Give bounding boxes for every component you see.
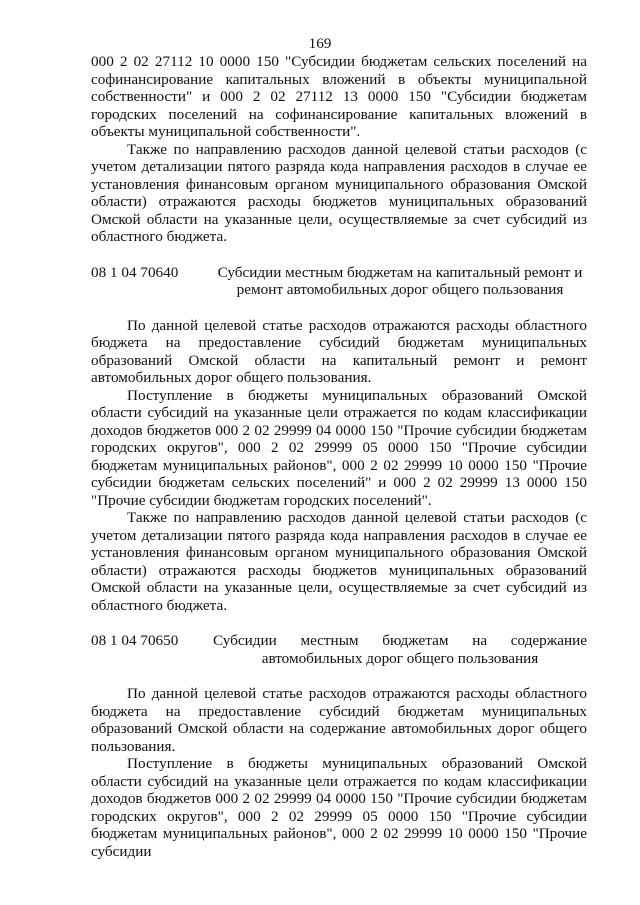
paragraph: Также по направлению расходов данной целевой статьи расходов (с учетом детализации пятого разряда кода направления расходов в случае ее установления финансовым органом муниципального образования Омской области) отражаются расходы бюджетов муниципальных образований Омской области на указанные цели, осуществляемые за счет субсидий из областного бюджета.: [91, 509, 587, 614]
spacer: [91, 246, 587, 264]
section-title: Субсидии местным бюджетам на содержание автомобильных дорог общего пользования: [213, 632, 587, 667]
spacer: [91, 667, 587, 685]
paragraph: Также по направлению расходов данной целевой статьи расходов (с учетом детализации пятого разряда кода направления расходов в случае ее установления финансовым органом муниципального образования Омской области) отражаются расходы бюджетов муниципальных образований Омской области на указанные цели, осуществляемые за счет субсидий из областного бюджета.: [91, 140, 587, 245]
section-heading: [91, 632, 587, 667]
spacer: [91, 299, 587, 317]
paragraph: Поступление в бюджеты муниципальных образований Омской области субсидий на указанные цели отражается по кодам классификации доходов бюджетов 000 2 02 29999 04 0000 150 "Прочие субсидии бюджетам городских округов", 000 2 02 29999 05 0000 150 "Прочие субсидии бюджетам муниципальных районов", 000 2 02 29999 10 0000 150 "Прочие субсидии: [91, 755, 587, 860]
section-title: Субсидии местным бюджетам на капитальный ремонт и ремонт автомобильных дорог общего пользования: [217, 263, 583, 298]
section-heading: [91, 264, 587, 299]
paragraph: Поступление в бюджеты муниципальных образований Омской области субсидий на указанные цели отражается по кодам классификации доходов бюджетов 000 2 02 29999 04 0000 150 "Прочие субсидии бюджетам городских округов", 000 2 02 29999 05 0000 150 "Прочие субсидии бюджетам муниципальных районов", 000 2 02 29999 10 0000 150 "Прочие субсидии бюджетам сельских поселений" и 000 2 02 29999 13 0000 150 "Прочие субсидии бюджетам городских поселений".: [91, 386, 587, 509]
paragraph: По данной целевой статье расходов отражаются расходы областного бюджета на предоставление субсидий бюджетам муниципальных образований Омской области на содержание автомобильных дорог общего пользования.: [91, 685, 587, 755]
page-number: 169: [308, 35, 332, 52]
section-code: 08 1 04 70640: [91, 263, 179, 281]
document-body: [91, 53, 587, 860]
paragraph: По данной целевой статье расходов отражаются расходы областного бюджета на предоставление субсидий бюджетам муниципальных образований Омской области на капитальный ремонт и ремонт автомобильных дорог общего пользования.: [91, 316, 587, 386]
spacer: [91, 614, 587, 632]
paragraph: 000 2 02 27112 10 0000 150 "Субсидии бюджетам сельских поселений на софинансирование капитальных вложений в объекты муниципальной собственности" и 000 2 02 27112 13 0000 150 "Субсидии бюджетам городских поселений на софинансирование капитальных вложений в объекты муниципальной собственности".: [91, 53, 587, 140]
section-code: 08 1 04 70650: [91, 632, 179, 649]
